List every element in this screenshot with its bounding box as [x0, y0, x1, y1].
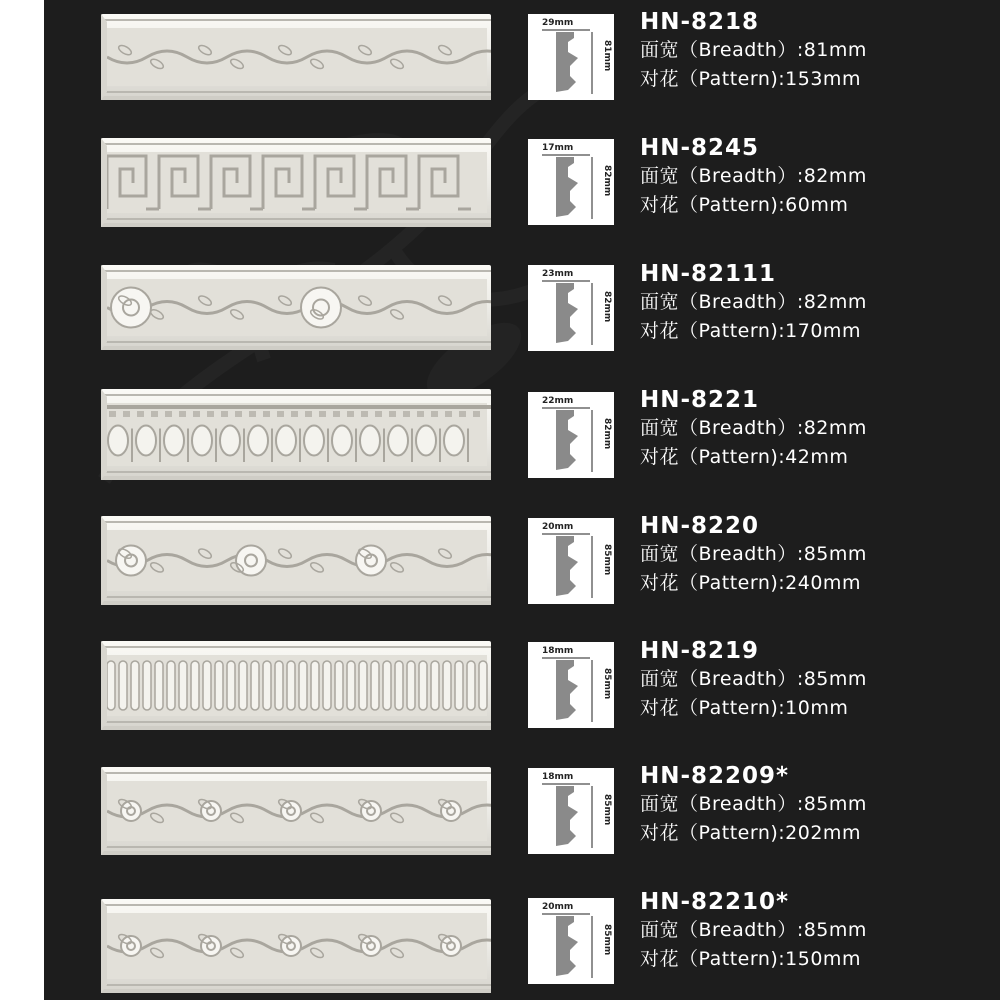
profile-width-label: 20mm: [542, 902, 574, 912]
profile-diagram: [528, 518, 614, 604]
breadth-label: 面宽（Breadth）:: [640, 543, 804, 565]
profile-height-label: 85mm: [602, 544, 612, 576]
pattern-spec: [640, 317, 867, 346]
breadth-value: 82mm: [803, 417, 867, 439]
profile-height-label: 82mm: [602, 165, 612, 197]
pattern-label: 对花（Pattern):: [640, 948, 786, 970]
profile-width-label: 18mm: [542, 772, 574, 782]
profile-height-label: 85mm: [602, 668, 612, 700]
profile-width-label: 17mm: [542, 143, 574, 153]
profile-width-label: 22mm: [542, 396, 574, 406]
profile-height-label: 81mm: [602, 40, 612, 72]
profile-width-label: 18mm: [542, 646, 574, 656]
breadth-spec: [640, 916, 867, 945]
breadth-value: 82mm: [803, 165, 867, 187]
breadth-label: 面宽（Breadth）:: [640, 417, 804, 439]
breadth-spec: [640, 36, 867, 65]
product-info: [640, 134, 867, 220]
pattern-spec: [640, 443, 867, 472]
breadth-label: 面宽（Breadth）:: [640, 919, 804, 941]
profile-diagram: [528, 14, 614, 100]
product-info: [640, 386, 867, 472]
profile-height-label: 82mm: [602, 418, 612, 450]
profile-width-label: 23mm: [542, 269, 574, 279]
pattern-value: 42mm: [785, 446, 849, 468]
product-code: HN-82209*: [640, 763, 790, 789]
product-code: HN-8220: [640, 513, 760, 539]
breadth-value: 82mm: [803, 291, 867, 313]
product-code: HN-82210*: [640, 889, 790, 915]
profile-height-label: 85mm: [602, 924, 612, 956]
pattern-spec: [640, 65, 867, 94]
pattern-label: 对花（Pattern):: [640, 697, 786, 719]
breadth-spec: [640, 162, 867, 191]
product-info: [640, 888, 867, 974]
breadth-value: 85mm: [803, 793, 867, 815]
breadth-value: 85mm: [803, 668, 867, 690]
profile-diagram: [528, 768, 614, 854]
pattern-value: 150mm: [785, 948, 861, 970]
profile-diagram: [528, 139, 614, 225]
molding-image-hn-8220: [101, 516, 491, 605]
pattern-value: 60mm: [785, 194, 849, 216]
pattern-spec: [640, 945, 867, 974]
pattern-label: 对花（Pattern):: [640, 194, 786, 216]
pattern-value: 10mm: [785, 697, 849, 719]
breadth-spec: [640, 288, 867, 317]
pattern-label: 对花（Pattern):: [640, 320, 786, 342]
product-info: [640, 512, 867, 598]
pattern-label: 对花（Pattern):: [640, 822, 786, 844]
pattern-label: 对花（Pattern):: [640, 446, 786, 468]
profile-diagram: [528, 265, 614, 351]
pattern-label: 对花（Pattern):: [640, 572, 786, 594]
pattern-spec: [640, 191, 867, 220]
molding-image-hn-8221: [101, 389, 491, 480]
pattern-value: 153mm: [785, 68, 861, 90]
breadth-label: 面宽（Breadth）:: [640, 291, 804, 313]
breadth-spec: [640, 790, 867, 819]
pattern-value: 202mm: [785, 822, 861, 844]
breadth-value: 81mm: [803, 39, 867, 61]
profile-height-label: 85mm: [602, 794, 612, 826]
breadth-label: 面宽（Breadth）:: [640, 668, 804, 690]
pattern-label: 对花（Pattern):: [640, 68, 786, 90]
breadth-spec: [640, 414, 867, 443]
pattern-spec: [640, 819, 867, 848]
breadth-label: 面宽（Breadth）:: [640, 39, 804, 61]
profile-width-label: 20mm: [542, 522, 574, 532]
pattern-spec: [640, 694, 867, 723]
pattern-value: 240mm: [785, 572, 861, 594]
breadth-label: 面宽（Breadth）:: [640, 165, 804, 187]
product-info: [640, 8, 867, 94]
breadth-label: 面宽（Breadth）:: [640, 793, 804, 815]
molding-image-hn-82210-star: [101, 899, 491, 993]
product-code: HN-82111: [640, 261, 777, 287]
product-code: HN-8218: [640, 9, 760, 35]
profile-diagram: [528, 642, 614, 728]
profile-width-label: 29mm: [542, 18, 574, 28]
molding-image-hn-82209-star: [101, 767, 491, 855]
catalog-panel: [44, 0, 1000, 1000]
pattern-spec: [640, 569, 867, 598]
product-code: HN-8221: [640, 387, 760, 413]
pattern-value: 170mm: [785, 320, 861, 342]
molding-image-hn-82111: [101, 265, 491, 350]
product-info: [640, 637, 867, 723]
molding-image-hn-8218: [101, 14, 491, 100]
breadth-spec: [640, 665, 867, 694]
profile-diagram: [528, 392, 614, 478]
molding-image-hn-8245: [101, 138, 491, 227]
breadth-spec: [640, 540, 867, 569]
profile-diagram: [528, 898, 614, 984]
breadth-value: 85mm: [803, 919, 867, 941]
product-info: [640, 260, 867, 346]
product-code: HN-8245: [640, 135, 760, 161]
product-info: [640, 762, 867, 848]
product-code: HN-8219: [640, 638, 760, 664]
breadth-value: 85mm: [803, 543, 867, 565]
profile-height-label: 82mm: [602, 291, 612, 323]
page-margin: [0, 0, 44, 1000]
molding-image-hn-8219: [101, 641, 491, 730]
